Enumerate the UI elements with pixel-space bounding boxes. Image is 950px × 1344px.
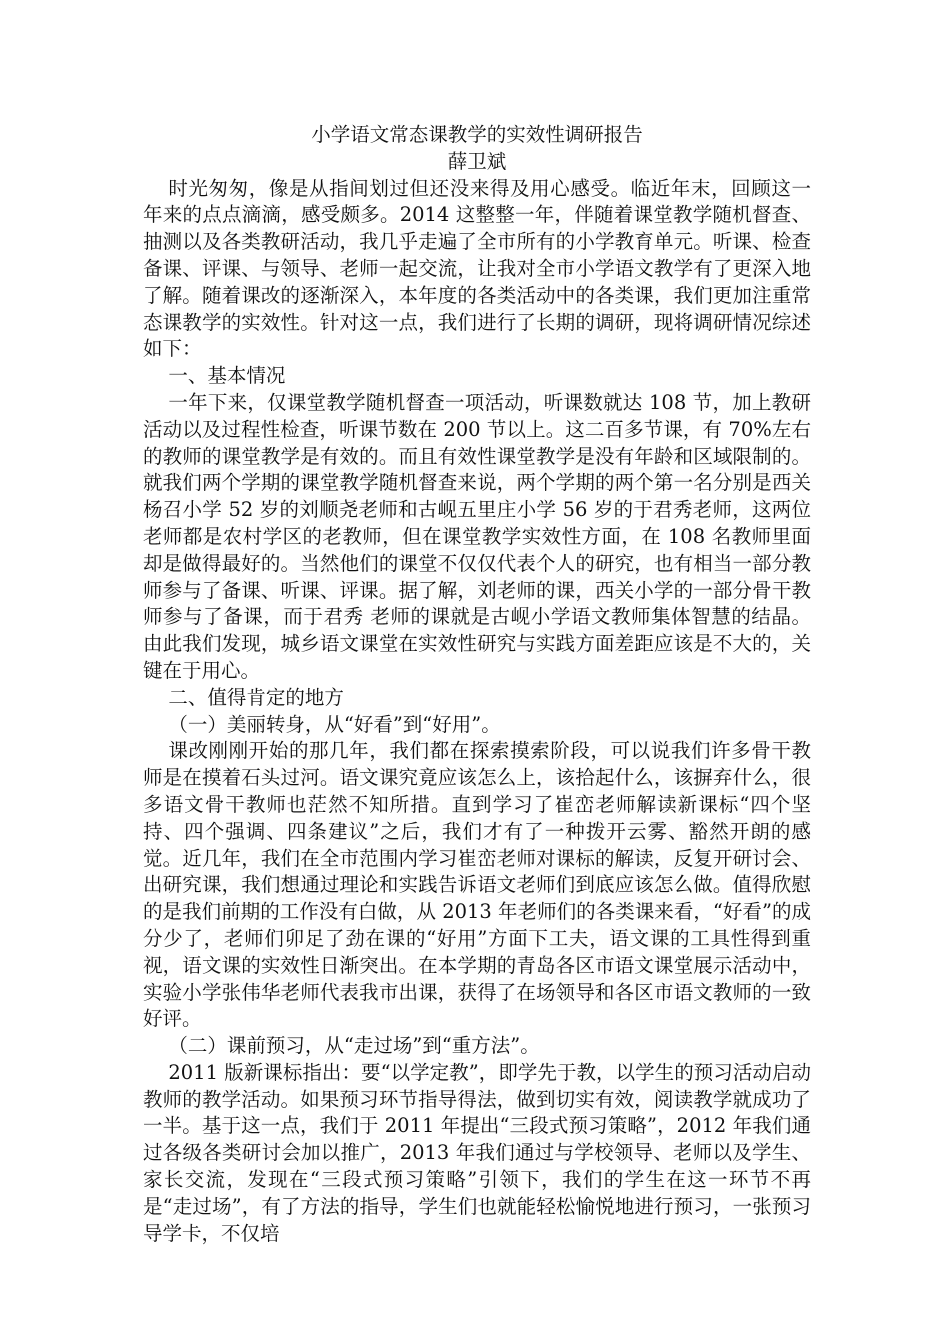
document-author: 薛卫斌 [447, 149, 507, 173]
paragraph-subsection-1: 课改刚刚开始的那几年，我们都在探索摸索阶段，可以说我们许多骨干教师是在摸着石头过河。语文课究竟应该怎么上，该拾起什么，该摒弃什么，很多语文骨干教师也茫然不知所措。直到学习了崔峦老师解读新课标“四个坚持、四个强调、四条建议”之后，我们才有了一种拨开云雾、豁然开朗的感觉。近几年，我们在全市范围内学习崔峦老师对课标的解读，反复开研讨会、出研究课，我们想通过理论和实践告诉语文老师们到底应该怎么做。值得欣慰的是我们前期的工作没有白做，从 2013 年老师们的各类课来看，“好看”的成分少了，老师们卯足了劲在课的“好用”方面下工夫，语文课的工具性得到重视，语文课的实效性日渐突出。在本学期的青岛各区市语文课堂展示活动中，实验小学张伟华老师代表我市出课，获得了在场领导和各区市语文教师的一致好评。 [143, 739, 811, 1031]
subsection-heading-1: （一）美丽转身，从“好看”到“好用”。 [168, 712, 501, 736]
section-heading-affirmed-points: 二、值得肯定的地方 [168, 685, 344, 709]
paragraph-subsection-2: 2011 版新课标指出：要“以学定教”，即学先于教，以学生的预习活动启动教师的教学活动。如果预习环节指导得法，做到切实有效，阅读教学就成功了一半。基于这一点，我们于 2011 年提出“三段式预习策略”，2012 年我们通过各级各类研讨会加以推广，2013 年我们通过与学校领导、老师以及学生、家长交流，发现在“三段式预习策略”引领下，我们的学生在这一环节不再是“走过场”，有了方法的指导，学生们也就能轻松愉悦地进行预习，一张预习导学卡，不仅培 [143, 1060, 811, 1245]
document-body [143, 122, 811, 1247]
section-heading-basic-situation: 一、基本情况 [168, 364, 286, 388]
paragraph-basic-situation: 一年下来，仅课堂教学随机督查一项活动，听课数就达 108 节，加上教研活动以及过程性检查，听课节数在 200 节以上。这二百多节课，有 70%左右的教师的课堂教学是有效的。而且有效性课堂教学是没有年龄和区域限制的。就我们两个学期的课堂教学随机督查来说，两个学期的两个第一名分别是西关杨召小学 52 岁的刘顺尧老师和古岘五里庄小学 56 岁的于君秀老师，这两位老师都是农村学区的老教师，但在课堂教学实效性方面，在 108 名教师里面却是做得最好的。当然他们的课堂不仅仅代表个人的研究，也有相当一部分教师参与了备课、听课、评课。据了解，刘老师的课，西关小学的一部分骨干教师参与了备课，而于君秀 老师的课就是古岘小学语文教师集体智慧的结晶。由此我们发现，城乡语文课堂在实效性研究与实践方面差距应该是不大的，关键在于用心。 [143, 390, 811, 682]
subsection-heading-2: （二）课前预习，从“走过场”到“重方法”。 [168, 1034, 540, 1058]
paragraph-intro: 时光匆匆，像是从指间划过但还没来得及用心感受。临近年末，回顾这一年来的点点滴滴，感受颇多。2014 这整整一年，伴随着课堂教学随机督查、抽测以及各类教研活动，我几乎走遍了全市所有的小学教育单元。听课、检查备课、评课、与领导、老师一起交流，让我对全市小学语文教学有了更深入地了解。随着课改的逐渐深入，本年度的各类活动中的各类课，我们更加注重常态课教学的实效性。针对这一点，我们进行了长期的调研，现将调研情况综述如下： [143, 176, 811, 361]
document-title: 小学语文常态课教学的实效性调研报告 [311, 123, 643, 146]
